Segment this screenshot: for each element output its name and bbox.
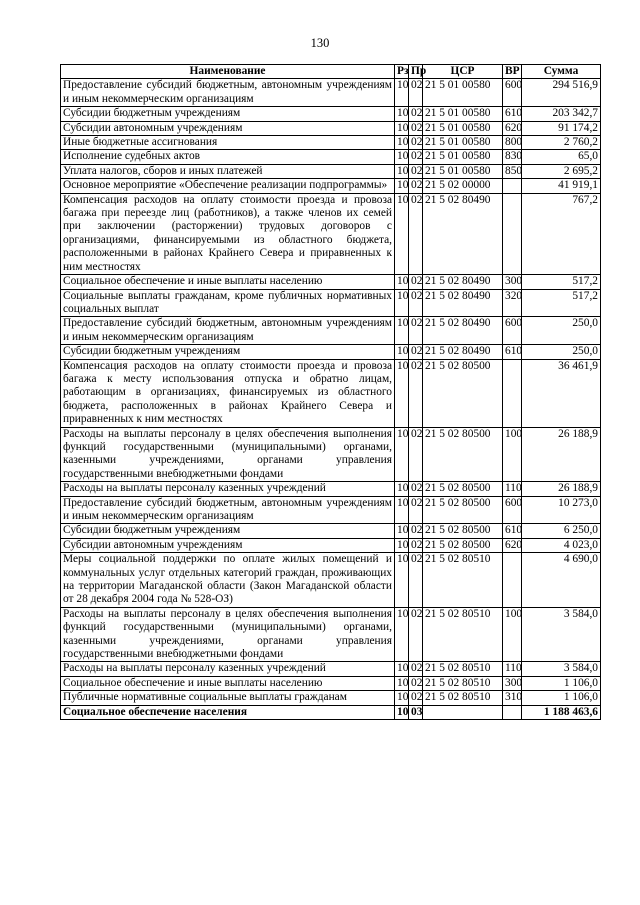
table-row [61,193,601,274]
cell-sum: 3 584,0 [522,607,601,662]
cell-csr: 21 5 02 80510 [423,607,503,662]
table-row [61,164,601,178]
cell-vr: 850 [503,164,522,178]
cell-csr: 21 5 02 80490 [423,317,503,345]
table-row-total [61,705,601,719]
page-number: 130 [310,36,330,50]
header-vr: ВР [503,65,522,79]
cell-vr: 110 [503,662,522,676]
cell-name: Иные бюджетные ассигнования [61,136,395,150]
cell-vr: 600 [503,317,522,345]
cell-sum: 4 690,0 [522,553,601,608]
cell-pr: 02 [409,496,423,524]
table-row [61,553,601,608]
cell-name: Расходы на выплаты персоналу в целях обеспечения выполнения функций государственными (муниципальными) органами, казенными учреждениями, органами управления государственными внебюджетными фондами [61,607,395,662]
cell-sum: 6 250,0 [522,524,601,538]
cell-vr: 610 [503,107,522,121]
cell-sum: 26 188,9 [522,482,601,496]
cell-name: Предоставление субсидий бюджетным, автономным учреждениям и иным некоммерческим организациям [61,496,395,524]
header-name: Наименование [61,65,395,79]
cell-rz: 10 [395,496,409,524]
cell-name: Публичные нормативные социальные выплаты гражданам [61,691,395,705]
cell-name: Предоставление субсидий бюджетным, автономным учреждениям и иным некоммерческим организациям [61,79,395,107]
table-row [61,482,601,496]
cell-csr: 21 5 02 80500 [423,538,503,552]
header-csr: ЦСР [423,65,503,79]
cell-vr [503,553,522,608]
cell-vr: 610 [503,524,522,538]
cell-rz: 10 [395,107,409,121]
cell-vr: 800 [503,136,522,150]
cell-pr: 02 [409,676,423,690]
table-body [61,79,601,720]
cell-rz: 10 [395,607,409,662]
cell-sum: 250,0 [522,317,601,345]
cell-pr: 02 [409,179,423,193]
cell-rz: 10 [395,164,409,178]
cell-name: Компенсация расходов на оплату стоимости проезда и провоза багажа при переезде лиц (работников), а также членов их семей при заключении (расторжении) трудовых договоров с организациями, финансируемыми из областного бюджета, расположенными в районах Крайнего Севера и приравненных к ним местностях [61,193,395,274]
cell-sum: 26 188,9 [522,427,601,482]
cell-vr: 300 [503,676,522,690]
cell-rz: 10 [395,136,409,150]
cell-vr: 620 [503,121,522,135]
cell-pr: 02 [409,164,423,178]
cell-csr: 21 5 01 00580 [423,136,503,150]
table-row [61,676,601,690]
cell-csr: 21 5 02 80490 [423,345,503,359]
cell-rz: 10 [395,538,409,552]
cell-sum: 10 273,0 [522,496,601,524]
table-row [61,79,601,107]
table-row [61,662,601,676]
cell-sum: 250,0 [522,345,601,359]
cell-vr: 320 [503,289,522,317]
cell-pr: 02 [409,359,423,427]
cell-rz: 10 [395,662,409,676]
header-pr: Пр [409,65,423,79]
table-row [61,496,601,524]
cell-csr: 21 5 02 80500 [423,524,503,538]
cell-rz: 10 [395,79,409,107]
cell-rz: 10 [395,705,409,719]
cell-sum: 41 919,1 [522,179,601,193]
cell-sum: 91 174,2 [522,121,601,135]
cell-pr: 02 [409,538,423,552]
table-row [61,345,601,359]
cell-name: Субсидии бюджетным учреждениям [61,524,395,538]
cell-rz: 10 [395,524,409,538]
cell-vr [503,705,522,719]
cell-vr: 100 [503,607,522,662]
cell-csr: 21 5 02 80510 [423,691,503,705]
cell-sum: 203 342,7 [522,107,601,121]
table-row [61,524,601,538]
table-row [61,607,601,662]
cell-csr [423,705,503,719]
cell-csr: 21 5 02 00000 [423,179,503,193]
cell-rz: 10 [395,482,409,496]
cell-csr: 21 5 02 80500 [423,427,503,482]
cell-pr: 02 [409,150,423,164]
cell-rz: 10 [395,345,409,359]
cell-sum: 294 516,9 [522,79,601,107]
cell-pr: 02 [409,289,423,317]
cell-csr: 21 5 01 00580 [423,164,503,178]
cell-sum: 517,2 [522,289,601,317]
cell-sum: 1 106,0 [522,676,601,690]
cell-pr: 02 [409,691,423,705]
cell-sum: 1 188 463,6 [522,705,601,719]
table-row [61,289,601,317]
cell-pr: 02 [409,275,423,289]
cell-vr: 110 [503,482,522,496]
cell-vr: 600 [503,496,522,524]
cell-sum: 517,2 [522,275,601,289]
cell-name: Расходы на выплаты персоналу в целях обеспечения выполнения функций государственными (муниципальными) органами, казенными учреждениями, органами управления государственными внебюджетными фондами [61,427,395,482]
table-row [61,275,601,289]
cell-csr: 21 5 02 80500 [423,482,503,496]
table-row [61,121,601,135]
cell-pr: 02 [409,607,423,662]
table-row [61,427,601,482]
cell-rz: 10 [395,275,409,289]
cell-pr: 02 [409,136,423,150]
cell-csr: 21 5 02 80510 [423,676,503,690]
cell-csr: 21 5 01 00580 [423,150,503,164]
cell-vr [503,359,522,427]
cell-vr: 300 [503,275,522,289]
cell-name: Социальное обеспечение и иные выплаты населению [61,676,395,690]
cell-pr: 02 [409,662,423,676]
cell-pr: 02 [409,482,423,496]
cell-sum: 4 023,0 [522,538,601,552]
cell-vr: 610 [503,345,522,359]
header-rz: Рз [395,65,409,79]
cell-rz: 10 [395,289,409,317]
cell-rz: 10 [395,121,409,135]
cell-rz: 10 [395,676,409,690]
cell-csr: 21 5 02 80510 [423,662,503,676]
cell-vr: 600 [503,79,522,107]
table-row [61,691,601,705]
cell-sum: 2 695,2 [522,164,601,178]
cell-pr: 02 [409,553,423,608]
cell-csr: 21 5 01 00580 [423,107,503,121]
table-row [61,359,601,427]
cell-name: Исполнение судебных актов [61,150,395,164]
cell-name: Расходы на выплаты персоналу казенных учреждений [61,662,395,676]
table-row [61,136,601,150]
cell-rz: 10 [395,317,409,345]
cell-name: Уплата налогов, сборов и иных платежей [61,164,395,178]
table-row [61,179,601,193]
cell-sum: 2 760,2 [522,136,601,150]
cell-sum: 3 584,0 [522,662,601,676]
cell-csr: 21 5 02 80500 [423,359,503,427]
table-header-row [61,65,601,79]
table-row [61,150,601,164]
cell-name: Социальные выплаты гражданам, кроме публичных нормативных социальных выплат [61,289,395,317]
cell-csr: 21 5 01 00580 [423,121,503,135]
cell-rz: 10 [395,427,409,482]
table-row [61,538,601,552]
cell-name: Субсидии бюджетным учреждениям [61,107,395,121]
cell-pr: 02 [409,79,423,107]
cell-rz: 10 [395,691,409,705]
cell-sum: 1 106,0 [522,691,601,705]
header-sum: Сумма [522,65,601,79]
cell-pr: 03 [409,705,423,719]
cell-csr: 21 5 02 80490 [423,193,503,274]
table-row [61,317,601,345]
cell-name: Основное мероприятие «Обеспечение реализации подпрограммы» [61,179,395,193]
cell-name: Компенсация расходов на оплату стоимости проезда и провоза багажа к месту использования отпуска и обратно лицам, работающим в организациях, финансируемых из областного бюджета, расположенных в районах Крайнего Севера и приравненных к ним местностях [61,359,395,427]
cell-vr: 100 [503,427,522,482]
cell-csr: 21 5 01 00580 [423,79,503,107]
cell-sum: 767,2 [522,193,601,274]
cell-pr: 02 [409,193,423,274]
cell-name: Субсидии бюджетным учреждениям [61,345,395,359]
cell-name: Меры социальной поддержки по оплате жилых помещений и коммунальных услуг отдельных категорий граждан, проживающих на территории Магаданской области (Закон Магаданской области от 28 декабря 2004 года № 528-ОЗ) [61,553,395,608]
cell-rz: 10 [395,553,409,608]
cell-name: Социальное обеспечение населения [61,705,395,719]
cell-sum: 65,0 [522,150,601,164]
cell-name: Субсидии автономным учреждениям [61,538,395,552]
cell-name: Субсидии автономным учреждениям [61,121,395,135]
cell-csr: 21 5 02 80500 [423,496,503,524]
cell-pr: 02 [409,345,423,359]
cell-vr: 620 [503,538,522,552]
cell-vr: 830 [503,150,522,164]
cell-vr: 310 [503,691,522,705]
cell-name: Предоставление субсидий бюджетным, автономным учреждениям и иным некоммерческим организациям [61,317,395,345]
cell-rz: 10 [395,179,409,193]
cell-name: Расходы на выплаты персоналу казенных учреждений [61,482,395,496]
cell-vr [503,179,522,193]
cell-pr: 02 [409,317,423,345]
cell-pr: 02 [409,107,423,121]
cell-sum: 36 461,9 [522,359,601,427]
cell-pr: 02 [409,524,423,538]
cell-rz: 10 [395,150,409,164]
table-row [61,107,601,121]
cell-csr: 21 5 02 80510 [423,553,503,608]
cell-pr: 02 [409,121,423,135]
cell-csr: 21 5 02 80490 [423,289,503,317]
cell-vr [503,193,522,274]
cell-pr: 02 [409,427,423,482]
cell-name: Социальное обеспечение и иные выплаты населению [61,275,395,289]
budget-table [60,64,601,720]
cell-rz: 10 [395,359,409,427]
cell-csr: 21 5 02 80490 [423,275,503,289]
cell-rz: 10 [395,193,409,274]
